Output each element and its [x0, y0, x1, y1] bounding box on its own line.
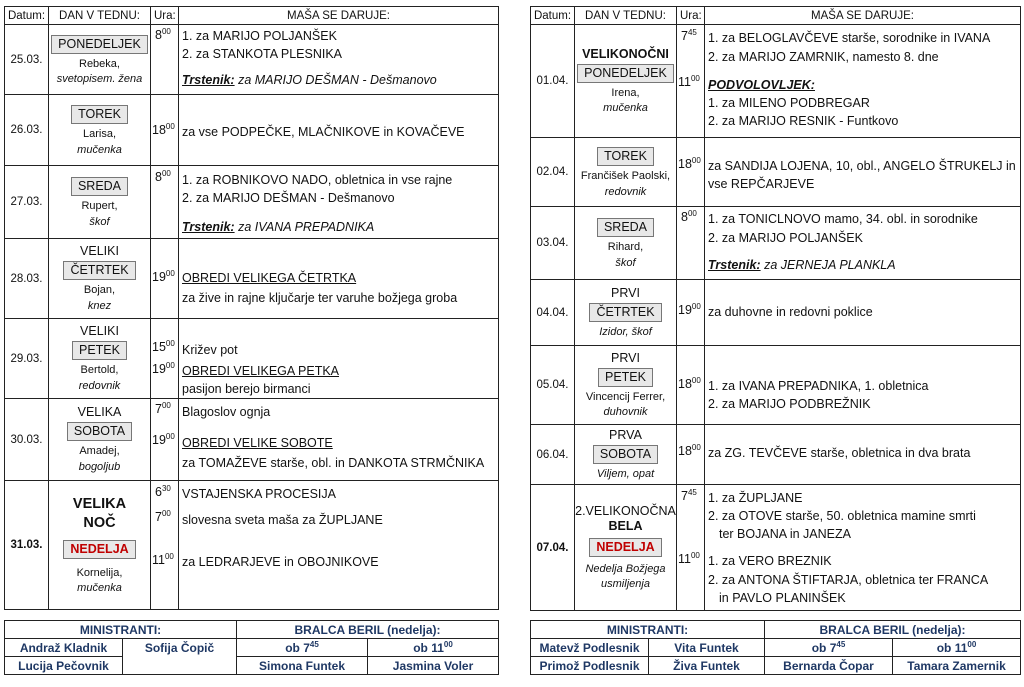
- saint-title: mučenka: [77, 582, 122, 595]
- row-times: [677, 346, 705, 425]
- row-intentions: [179, 399, 499, 481]
- row-date: 29.03.: [5, 319, 49, 399]
- row-date: 28.03.: [5, 239, 49, 319]
- time-label: $18^{00}$: [678, 156, 701, 172]
- row-times: [677, 207, 705, 280]
- saint-name: Larisa,: [82, 128, 117, 141]
- row-times: [677, 280, 705, 346]
- row-intentions: [179, 319, 499, 399]
- row-intentions: [179, 25, 499, 95]
- header-time: Ura:: [677, 7, 705, 25]
- day-prefix: PRVI: [611, 350, 640, 365]
- ministrant-name: Andraž Kladnik: [5, 639, 123, 657]
- ministrant-name: Lucija Pečovnik: [5, 657, 123, 675]
- reader-time: ob $7^{45}$: [237, 639, 368, 657]
- ministrant-name: Živa Funtek: [649, 657, 765, 675]
- row-date: 02.04.: [531, 138, 575, 207]
- reader-name: Tamara Zamernik: [893, 657, 1021, 675]
- intention-line: 2. za ANTONA ŠTIFTARJA, obletnica ter FRANCA: [708, 573, 989, 587]
- time-label: $15^{00}$: [152, 339, 175, 355]
- saint-title: mučenka: [77, 143, 122, 156]
- row-date: 03.04.: [531, 207, 575, 280]
- row-day: [575, 280, 677, 346]
- row-times: [151, 25, 179, 95]
- row-date: 04.04.: [531, 280, 575, 346]
- row-date: 26.03.: [5, 95, 49, 166]
- row-times: [677, 138, 705, 207]
- day-prefix: PRVI: [611, 285, 640, 300]
- left-footer-table: [4, 620, 499, 675]
- saint-name: Bojan,: [83, 284, 116, 297]
- row-day: [575, 138, 677, 207]
- day-name: PETEK: [598, 368, 653, 387]
- rite-title: OBREDI VELIKEGA ČETRTKA: [182, 271, 357, 285]
- reader-name: Simona Funtek: [237, 657, 368, 675]
- row-times: [677, 485, 705, 611]
- header-day: DAN V TEDNU:: [49, 7, 151, 25]
- row-times: [677, 25, 705, 138]
- reader-name: Bernarda Čopar: [765, 657, 893, 675]
- saint-name: Kornelija,: [76, 566, 123, 579]
- day-prefix: VELIKI: [80, 324, 119, 339]
- day-name: PONEDELJEK: [577, 64, 674, 83]
- saint-name: Izidor, škof: [599, 325, 652, 338]
- time-label: $11^{00}$: [678, 74, 700, 90]
- header-mass: MAŠA SE DARUJE:: [179, 7, 499, 25]
- saint-title: redovnik: [604, 185, 647, 198]
- day-name: NEDELJA: [589, 538, 661, 557]
- intention-line: 1. za ŽUPLJANE: [708, 491, 803, 505]
- schedule-row: [5, 95, 499, 166]
- day-prefix: BELA: [608, 518, 643, 533]
- time-label: $7^{45}$: [681, 488, 697, 504]
- intention-line: 2. za MARIJO DEŠMAN - Dešmanovo: [182, 191, 395, 205]
- time-label: $19^{00}$: [152, 269, 175, 285]
- intention-line: 2. za MARIJO POLJANŠEK: [708, 231, 863, 245]
- right-schedule-panel: [530, 6, 1021, 611]
- header-row: [5, 7, 499, 25]
- row-times: [677, 425, 705, 485]
- ministrant-name: Vita Funtek: [649, 639, 765, 657]
- left-schedule-table: [4, 6, 499, 610]
- intention-line: 1. za IVANA PREPADNIKA, 1. obletnica: [708, 379, 929, 393]
- intention-line: 2. za MARIJO ZAMRNIK, namesto 8. dne: [708, 50, 939, 64]
- time-label: $11^{00}$: [678, 551, 700, 567]
- saint-title: škof: [89, 215, 110, 228]
- left-schedule-panel: [4, 6, 499, 610]
- row-day: [49, 166, 151, 239]
- intention-line: 1. za ROBNIKOVO NADO, obletnica in vse rajne: [182, 173, 453, 187]
- time-label: $18^{00}$: [152, 122, 175, 138]
- saint-title: bogoljub: [78, 460, 121, 473]
- header-date: Datum:: [5, 7, 49, 25]
- intention-line: VSTAJENSKA PROCESIJA: [182, 487, 336, 501]
- schedule-row: [531, 280, 1021, 346]
- day-name: SREDA: [597, 218, 654, 237]
- bralci-label: BRALCA BERIL (nedelja):: [237, 621, 499, 639]
- intention-line: za LEDRARJEVE in OBOJNIKOVE: [182, 555, 379, 569]
- row-intentions: [705, 138, 1021, 207]
- ministranti-label: MINISTRANTI:: [531, 621, 765, 639]
- saint-title: svetopisem. žena: [56, 73, 143, 85]
- header-time: Ura:: [151, 7, 179, 25]
- row-times: [151, 95, 179, 166]
- row-times: [151, 319, 179, 399]
- row-intentions: [705, 425, 1021, 485]
- ministrant-name: Sofija Čopič: [123, 639, 237, 675]
- time-label: $8^{00}$: [155, 169, 171, 185]
- time-label: $8^{00}$: [681, 209, 697, 225]
- day-name: PONEDELJEK: [51, 35, 148, 54]
- schedule-row: [531, 25, 1021, 138]
- saint-title: redovnik: [78, 379, 121, 392]
- time-label: $8^{00}$: [155, 27, 171, 43]
- row-day: [49, 481, 151, 610]
- row-intentions: [705, 346, 1021, 425]
- schedule-row: [531, 425, 1021, 485]
- intention-line: za SANDIJA LOJENA, 10, obl., ANGELO ŠTRUKELJ in: [708, 159, 1016, 173]
- day-prefix: PRVA: [609, 427, 642, 442]
- schedule-row: [5, 239, 499, 319]
- intention-line: 1. za BELOGLAVČEVE starše, sorodnike in IVANA: [708, 31, 991, 45]
- day-prefix: VELIKI: [80, 244, 119, 259]
- row-date: 31.03.: [5, 481, 49, 610]
- ministrant-name: Matevž Podlesnik: [531, 639, 649, 657]
- time-label: $7^{45}$: [681, 28, 697, 44]
- right-schedule-table: [530, 6, 1021, 611]
- saint-title: duhovnik: [603, 406, 648, 418]
- row-day: [49, 319, 151, 399]
- rite-title: OBREDI VELIKE SOBOTE: [182, 436, 333, 450]
- day-name: PETEK: [72, 341, 127, 360]
- rite-title: OBREDI VELIKEGA PETKA: [182, 364, 340, 378]
- row-day: [575, 485, 677, 611]
- extra-intention: Trstenik: za JERNEJA PLANKLA: [708, 258, 896, 272]
- reader-name: Jasmina Voler: [368, 657, 499, 675]
- row-day: [49, 399, 151, 481]
- intention-line: 1. za MARIJO POLJANŠEK: [182, 29, 337, 43]
- row-times: [151, 166, 179, 239]
- row-intentions: [179, 95, 499, 166]
- row-date: 01.04.: [531, 25, 575, 138]
- row-intentions: [179, 481, 499, 610]
- row-day: [49, 25, 151, 95]
- header-date: Datum:: [531, 7, 575, 25]
- row-day: [49, 239, 151, 319]
- right-footer-table: [530, 620, 1021, 675]
- row-date: 07.04.: [531, 485, 575, 611]
- schedule-row: [531, 346, 1021, 425]
- saint-name: Bertold,: [80, 364, 119, 377]
- time-label: $18^{00}$: [678, 443, 701, 459]
- intention-line: 1. za MILENO PODBREGAR: [708, 96, 870, 110]
- time-label: $11^{00}$: [152, 552, 174, 568]
- row-date: 30.03.: [5, 399, 49, 481]
- day-name: SOBOTA: [67, 422, 132, 441]
- intention-line: za vse PODPEČKE, MLAČNIKOVE in KOVAČEVE: [182, 125, 465, 139]
- intention-line: Križev pot: [182, 343, 238, 357]
- reader-time: ob $7^{45}$: [765, 639, 893, 657]
- row-day: [575, 425, 677, 485]
- day-prefix: 2.VELIKONOČNA: [575, 503, 676, 518]
- saint-title: mučenka: [603, 102, 648, 114]
- time-label: $7^{00}$: [155, 509, 171, 525]
- saint-name: Irena,: [611, 86, 640, 99]
- schedule-row: [531, 138, 1021, 207]
- row-date: 06.04.: [531, 425, 575, 485]
- day-prefix: VELIKONOČNI: [582, 46, 669, 61]
- header-mass: MAŠA SE DARUJE:: [705, 7, 1021, 25]
- row-intentions: [705, 485, 1021, 611]
- schedule-row: [5, 166, 499, 239]
- saint-title: usmiljenja: [601, 578, 650, 590]
- day-name: ČETRTEK: [589, 303, 661, 322]
- schedule-row: [531, 207, 1021, 280]
- schedule-row: [531, 485, 1021, 611]
- extra-intention: Trstenik: za IVANA PREPADNIKA: [182, 220, 375, 234]
- intention-line: 1. za VERO BREZNIK: [708, 554, 832, 568]
- saint-name: Vincencij Ferrer,: [585, 390, 666, 403]
- day-prefix: NOČ: [83, 515, 116, 532]
- schedule-row: [5, 319, 499, 399]
- time-label: $7^{00}$: [155, 401, 171, 417]
- intention-line: za duhovne in redovni poklice: [708, 305, 873, 319]
- row-intentions: [179, 239, 499, 319]
- intention-line: vse REPČARJEVE: [708, 177, 815, 191]
- row-times: [151, 239, 179, 319]
- extra-intention: Trstenik: za MARIJO DEŠMAN - Dešmanovo: [182, 73, 437, 87]
- intention-line: pasijon berejo birmanci: [182, 382, 311, 396]
- saint-name: Frančišek Paolski,: [580, 170, 671, 183]
- saint-title: škof: [615, 256, 636, 269]
- time-label: $19^{00}$: [152, 432, 175, 448]
- saint-name: Rupert,: [81, 200, 118, 213]
- intention-line: za žive in rajne ključarje ter varuhe božjega groba: [182, 291, 458, 305]
- saint-title: knez: [87, 299, 112, 312]
- schedule-row: [5, 399, 499, 481]
- day-prefix: VELIKA: [77, 405, 122, 420]
- row-day: [575, 25, 677, 138]
- day-name: TOREK: [597, 147, 654, 166]
- row-intentions: [705, 280, 1021, 346]
- row-date: 25.03.: [5, 25, 49, 95]
- row-times: [151, 481, 179, 610]
- time-label: $18^{00}$: [678, 376, 701, 392]
- row-intentions: [705, 207, 1021, 280]
- intention-line: za TOMAŽEVE starše, obl. in DANKOTA STRMČNIKA: [182, 456, 485, 470]
- day-name: ČETRTEK: [63, 261, 135, 280]
- day-name: TOREK: [71, 105, 128, 124]
- intention-line: 2. za MARIJO PODBREŽNIK: [708, 397, 871, 411]
- intention-line: ter BOJANA in JANEZA: [719, 527, 851, 541]
- intention-line: 2. za OTOVE starše, 50. obletnica mamine smrti: [708, 509, 976, 523]
- time-label: $19^{00}$: [152, 361, 175, 377]
- saint-name: Nedelja Božjega: [585, 562, 666, 575]
- row-date: 27.03.: [5, 166, 49, 239]
- reader-time: ob $11^{00}$: [368, 639, 499, 657]
- bralci-label: BRALCA BERIL (nedelja):: [765, 621, 1021, 639]
- header-row: [531, 7, 1021, 25]
- intention-line: za ZG. TEVČEVE starše, obletnica in dva brata: [708, 446, 971, 460]
- day-name: NEDELJA: [63, 540, 135, 559]
- intention-line: in PAVLO PLANINŠEK: [719, 591, 846, 605]
- saint-name: Amadej,: [79, 445, 120, 458]
- schedule-row: [5, 481, 499, 610]
- row-intentions: [705, 25, 1021, 138]
- day-name: SOBOTA: [593, 445, 658, 464]
- row-day: [49, 95, 151, 166]
- saint-name: Viljem, opat: [596, 467, 655, 480]
- row-date: 05.04.: [531, 346, 575, 425]
- saint-name: Rebeka,: [79, 57, 120, 70]
- day-name: SREDA: [71, 177, 128, 196]
- ministranti-label: MINISTRANTI:: [5, 621, 237, 639]
- intention-line: 2. za MARIJO RESNIK - Funtkovo: [708, 114, 899, 128]
- intention-line: Blagoslov ognja: [182, 405, 271, 419]
- row-day: [575, 207, 677, 280]
- intention-line: 2. za STANKOTA PLESNIKA: [182, 47, 343, 61]
- row-day: [575, 346, 677, 425]
- intention-line: 1. za TONICLNOVO mamo, 34. obl. in sorodnike: [708, 212, 978, 226]
- header-day: DAN V TEDNU:: [575, 7, 677, 25]
- ministrant-name: Primož Podlesnik: [531, 657, 649, 675]
- row-times: [151, 399, 179, 481]
- time-label: $19^{00}$: [678, 302, 701, 318]
- day-prefix: VELIKA: [72, 495, 127, 512]
- time-label: $6^{30}$: [155, 484, 171, 500]
- place-label: PODVOLOVLJEK:: [708, 78, 815, 92]
- reader-time: ob $11^{00}$: [893, 639, 1021, 657]
- row-intentions: [179, 166, 499, 239]
- intention-line: slovesna sveta maša za ŽUPLJANE: [182, 513, 383, 527]
- saint-name: Rihard,: [607, 241, 644, 254]
- schedule-row: [5, 25, 499, 95]
